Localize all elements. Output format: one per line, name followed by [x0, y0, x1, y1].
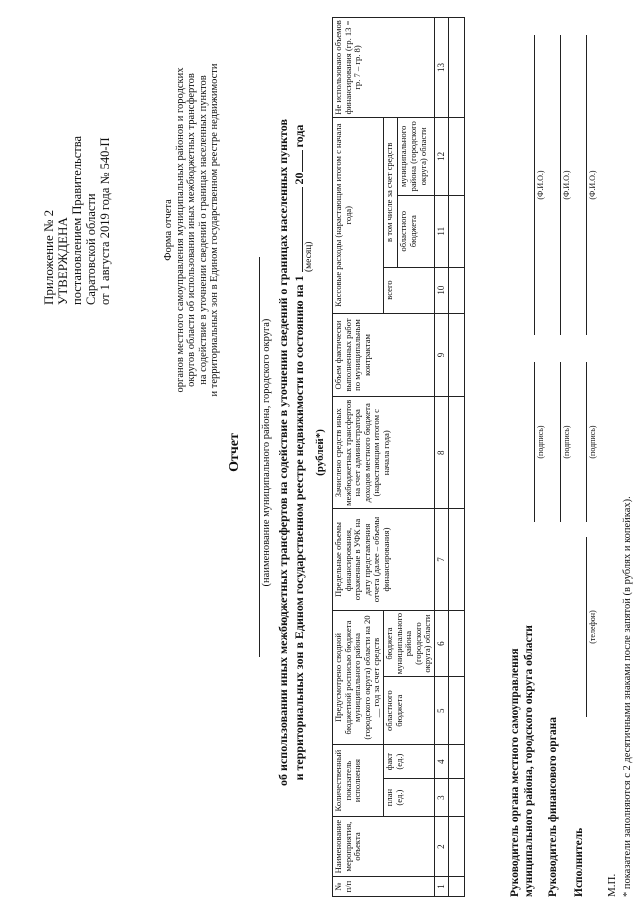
finance-signature-label: Руководитель финансового органа [547, 717, 559, 897]
report-subtitle-date [290, 0, 307, 905]
head-title-line: муниципального района, городского округа области [523, 625, 535, 897]
header-cell: муниципального района (городского округа) области [398, 117, 435, 195]
decree-line: от 1 августа 2019 года № 540-П [98, 137, 112, 305]
form-caption-line: округов области об использовании иных межбюджетных трансфертов [186, 73, 197, 387]
header-cell: № п/п [333, 877, 435, 897]
column-number: 1 [434, 877, 448, 897]
executor-label: Исполнитель [573, 827, 585, 897]
header-cell: Предельные объемы финансирования, отраженные в УФК на дату представления отчета (далее – объемы финансирования) [333, 509, 435, 611]
entity-line [259, 257, 260, 657]
year-word: года [292, 124, 306, 148]
column-number: 8 [434, 397, 448, 509]
column-number: 11 [434, 195, 448, 267]
column-number: 7 [434, 509, 448, 611]
header-cell: Объем фактически выполненных работ по муниципальным контрактам [333, 313, 435, 397]
fio-caption: (Ф.И.О.) [562, 170, 571, 200]
column-number: 4 [434, 745, 448, 779]
header-cell: Не использовано объемов финансирования (гр. 13 = гр. 7 – гр. 8) [333, 18, 435, 118]
year-blank [290, 150, 303, 172]
signature-line [560, 362, 561, 522]
fio-line [586, 35, 587, 335]
phone-line [586, 537, 587, 717]
head-signature-label [508, 625, 536, 897]
year-prefix: 20 [292, 172, 306, 185]
form-caption-line: Форма отчета [163, 199, 174, 261]
form-caption-line: на содействие в уточнении сведений о границах населенных пунктов [197, 75, 209, 385]
signature-line [534, 362, 535, 522]
fio-caption: (Ф.И.О.) [536, 170, 545, 200]
phone-caption: (телефон) [588, 610, 597, 644]
form-caption [163, 45, 221, 415]
form-caption-line: органов местного самоуправления муниципальных районов и городских [174, 67, 186, 393]
report-table-wrap [332, 17, 465, 897]
form-caption-line: и территориальных зон в Едином государственном реестре недвижимости [209, 63, 220, 397]
header-cell: всего [383, 267, 434, 313]
report-title: Отчет [227, 433, 242, 472]
entity-caption: (наименование муниципального района, городского округа) [261, 318, 272, 587]
column-number: 10 [434, 267, 448, 313]
column-number: 9 [434, 313, 448, 397]
column-number: 2 [434, 817, 448, 877]
header-cell: план (ед.) [383, 779, 434, 817]
column-number: 5 [434, 677, 448, 745]
month-caption: (месяц) [304, 241, 314, 272]
decree-line: постановлением Правительства [70, 135, 84, 305]
signature-caption: (подпись) [562, 425, 571, 459]
header-cell: факт (ед.) [383, 745, 434, 779]
approval-header [42, 65, 112, 305]
approved-label: УТВЕРЖДЕНА [55, 217, 70, 305]
footnote: * показатели заполняются с 2 десятичными знаками после запятой (в рублях и копейках). [622, 496, 633, 897]
fio-caption: (Ф.И.О.) [588, 170, 597, 200]
report-subtitle: об использовании иных межбюджетных трансфертов на содействие в уточнении сведений о границах населенных пунктов [276, 119, 290, 786]
header-cell: Наименование мероприятия, объекта [333, 817, 435, 877]
report-table [332, 17, 465, 897]
signature-caption: (подпись) [588, 425, 597, 459]
header-cell: Количественный показатель исполнения [333, 745, 384, 817]
fio-line [534, 35, 535, 335]
column-number: 12 [434, 117, 448, 195]
header-cell: бюджета муниципального района (городского округа) области [383, 610, 434, 676]
header-cell: областного бюджета [398, 195, 435, 267]
head-title-line: Руководитель органа местного самоуправления [509, 648, 521, 897]
fio-line [560, 35, 561, 335]
signature-line [586, 362, 587, 522]
subtitle-text: и территориальных зон в Едином государственном реестре недвижимости по состоянию на 1 [292, 275, 306, 781]
header-cell: Зачислено средств иных межбюджетных трансфертов на счет администратора доходов местного бюджета (нарастающим итогом с начала года) [333, 397, 435, 509]
column-number: 3 [434, 779, 448, 817]
table-row [448, 18, 464, 897]
appendix-label: Приложение № 2 [41, 209, 56, 305]
column-number: 6 [434, 610, 448, 676]
header-cell: областного бюджета [383, 677, 434, 745]
column-number: 13 [434, 18, 448, 118]
month-blank [290, 187, 303, 272]
header-cell: Кассовые расходы (нарастающим итогом с начала года) [333, 117, 384, 313]
decree-line: Саратовской области [84, 193, 98, 305]
header-cell: в том числе за счет средств [383, 117, 397, 267]
header-cell: Предусмотрено сводной бюджетной росписью бюджета муниципального района (городского округа) области на 20 __ год за счет средств [333, 610, 384, 744]
signature-caption: (подпись) [536, 425, 545, 459]
stamp-label: М.П. [606, 873, 618, 897]
unit-label: (рублей*) [314, 429, 326, 476]
